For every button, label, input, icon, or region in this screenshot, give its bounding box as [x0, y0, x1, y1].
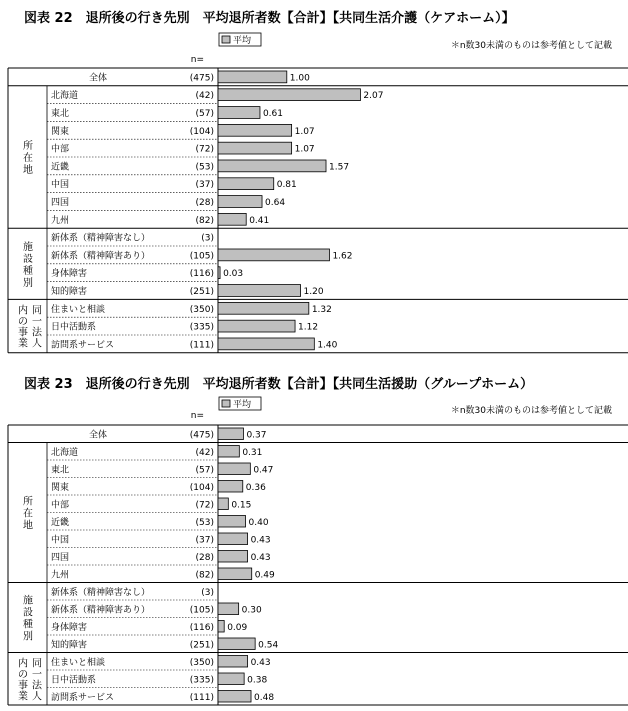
- row-label-total: 全体: [88, 73, 108, 84]
- bar-value-label: 1.07: [294, 144, 315, 155]
- row-label: 中国: [51, 180, 70, 191]
- bar-value-label: 1.00: [289, 73, 310, 84]
- bar: [218, 338, 314, 350]
- chart-legend: [219, 397, 261, 410]
- row-label: 住まいと相談: [51, 304, 106, 315]
- row-label: 身体障害: [51, 622, 88, 633]
- row-n: (350): [189, 657, 214, 668]
- chart-note: ＊n数30未満のものは参考値として記載: [450, 406, 612, 416]
- bar: [218, 196, 262, 208]
- row-label: 訪問系サービス: [51, 340, 115, 351]
- row-n: (335): [189, 322, 214, 333]
- row-label: 近畿: [51, 162, 70, 173]
- row-n: (475): [189, 430, 214, 441]
- chart-23: [8, 376, 628, 705]
- row-label: 東北: [51, 465, 70, 476]
- row-n: (57): [195, 109, 214, 119]
- bar: [218, 267, 220, 279]
- bar-value-label: 0.64: [265, 198, 286, 208]
- bar-value-label: 0.31: [242, 447, 263, 458]
- bar-value-label: 0.36: [245, 482, 266, 493]
- bar-value-label: 0.15: [231, 500, 252, 511]
- group-label: 所在地: [23, 141, 33, 176]
- row-n: (251): [189, 287, 214, 297]
- row-n: (105): [189, 605, 214, 616]
- row-n: (104): [189, 482, 214, 493]
- bar-value-label: 0.37: [246, 430, 267, 441]
- row-label: 日中活動系: [51, 322, 97, 333]
- bar-value-label: 1.07: [294, 126, 315, 137]
- bar-value-label: 1.57: [329, 162, 350, 173]
- chart-note: ＊n数30未満のものは参考値として記載: [450, 41, 612, 51]
- bar: [218, 249, 329, 261]
- bar-value-label: 1.20: [303, 287, 324, 297]
- row-n: (335): [189, 675, 214, 686]
- bar: [218, 320, 295, 332]
- bar: [218, 124, 292, 136]
- row-n: (72): [195, 500, 214, 511]
- row-n: (116): [189, 269, 214, 280]
- row-n: (3): [201, 233, 214, 244]
- bar: [218, 142, 292, 154]
- bar: [218, 481, 243, 493]
- bar-value-label: 0.43: [250, 535, 271, 546]
- row-label: 関東: [51, 126, 70, 137]
- bar-value-label: 0.43: [250, 552, 271, 563]
- bar: [218, 638, 255, 650]
- row-label: 身体障害: [51, 269, 88, 280]
- n-label: n=: [190, 411, 204, 421]
- bar: [218, 533, 248, 545]
- row-n: (116): [189, 622, 214, 633]
- bar-value-label: 0.09: [227, 622, 248, 633]
- row-n: (111): [189, 340, 214, 351]
- bar-value-label: 0.40: [248, 517, 269, 528]
- bar-value-label: 1.40: [317, 340, 338, 351]
- bar: [218, 71, 287, 83]
- bar-value-label: 0.38: [247, 675, 268, 686]
- row-n: (72): [195, 144, 214, 155]
- bar: [218, 160, 326, 172]
- bar-value-label: 1.12: [298, 322, 319, 333]
- row-label: 新体系（精神障害あり）: [51, 605, 151, 616]
- bar: [218, 463, 250, 475]
- bar: [218, 603, 239, 615]
- bar: [218, 656, 248, 668]
- chart-22: [8, 10, 628, 353]
- bar: [218, 498, 228, 510]
- row-label: 東北: [51, 109, 70, 119]
- bar: [218, 285, 301, 297]
- row-label: 中部: [51, 500, 70, 511]
- bar: [218, 213, 246, 225]
- bar-value-label: 0.54: [258, 640, 279, 651]
- chart-title: 図表 23 退所後の行き先別 平均退所者数【合計】【共同生活援助（グループホーム）: [24, 377, 534, 392]
- chart-title: 図表 22 退所後の行き先別 平均退所者数【合計】【共同生活介護（ケアホーム）】: [24, 11, 515, 26]
- row-label: 中部: [51, 144, 70, 155]
- row-label: 近畿: [51, 517, 70, 528]
- row-n: (82): [195, 570, 214, 581]
- row-label: 関東: [51, 482, 70, 493]
- row-n: (37): [195, 180, 214, 191]
- group-label: 所在地: [23, 496, 33, 532]
- row-label: 新体系（精神障害なし）: [51, 587, 151, 598]
- bar-value-label: 0.47: [253, 465, 274, 476]
- row-label: 訪問系サービス: [51, 692, 115, 703]
- row-label: 北海道: [51, 447, 79, 458]
- bar: [218, 621, 224, 633]
- row-label: 北海道: [51, 91, 79, 102]
- bar-value-label: 1.62: [332, 251, 353, 262]
- row-n: (53): [195, 162, 214, 173]
- row-label: 九州: [51, 570, 70, 581]
- bar-value-label: 0.03: [223, 269, 244, 280]
- row-label: 日中活動系: [51, 675, 97, 686]
- row-label: 四国: [51, 198, 70, 208]
- bar: [218, 178, 274, 190]
- row-label-total: 全体: [88, 430, 108, 441]
- legend-label: 平均: [233, 400, 252, 410]
- group-label: 同一法人内の事業: [18, 658, 42, 703]
- bar-value-label: 2.07: [363, 91, 384, 102]
- bar-value-label: 1.32: [311, 304, 332, 315]
- row-label: 新体系（精神障害あり）: [51, 251, 151, 262]
- bar: [218, 428, 243, 440]
- bar: [218, 107, 260, 119]
- row-label: 新体系（精神障害なし）: [51, 233, 151, 244]
- row-label: 住まいと相談: [51, 657, 106, 668]
- row-n: (82): [195, 215, 214, 226]
- row-label: 中国: [51, 535, 70, 546]
- bar-value-label: 0.41: [249, 215, 270, 226]
- row-n: (28): [195, 198, 214, 208]
- bar-value-label: 0.48: [254, 692, 275, 703]
- row-label: 知的障害: [51, 640, 88, 651]
- bar: [218, 302, 309, 314]
- row-n: (37): [195, 535, 214, 546]
- row-n: (251): [189, 640, 214, 651]
- row-n: (111): [189, 692, 214, 703]
- bar: [218, 516, 246, 528]
- bar: [218, 691, 251, 703]
- row-label: 九州: [51, 215, 70, 226]
- row-n: (105): [189, 251, 214, 262]
- row-n: (42): [195, 447, 214, 458]
- bar: [218, 446, 239, 458]
- bar-value-label: 0.49: [254, 570, 275, 581]
- bar-value-label: 0.43: [250, 657, 271, 668]
- bar-value-label: 0.61: [262, 109, 284, 119]
- row-n: (57): [195, 465, 214, 476]
- row-n: (475): [189, 73, 214, 84]
- row-n: (42): [195, 91, 214, 102]
- row-n: (104): [189, 126, 214, 137]
- row-label: 知的障害: [51, 287, 88, 297]
- legend-swatch: [222, 400, 230, 407]
- bar: [218, 89, 360, 101]
- chart-legend: [219, 33, 261, 46]
- n-label: n=: [190, 55, 204, 65]
- group-label: 施設種別: [23, 241, 33, 289]
- group-label: 同一法人内の事業: [18, 305, 42, 350]
- row-n: (28): [195, 552, 214, 563]
- bar: [218, 568, 252, 580]
- row-n: (3): [201, 587, 214, 598]
- bar-value-label: 0.81: [276, 180, 297, 191]
- bar-value-label: 0.30: [241, 605, 262, 616]
- legend-swatch: [222, 36, 230, 43]
- bar: [218, 551, 248, 563]
- row-n: (350): [189, 304, 214, 315]
- bar: [218, 673, 244, 685]
- legend-label: 平均: [233, 36, 252, 46]
- row-n: (53): [195, 517, 214, 528]
- row-label: 四国: [51, 552, 70, 563]
- group-label: 施設種別: [23, 595, 33, 643]
